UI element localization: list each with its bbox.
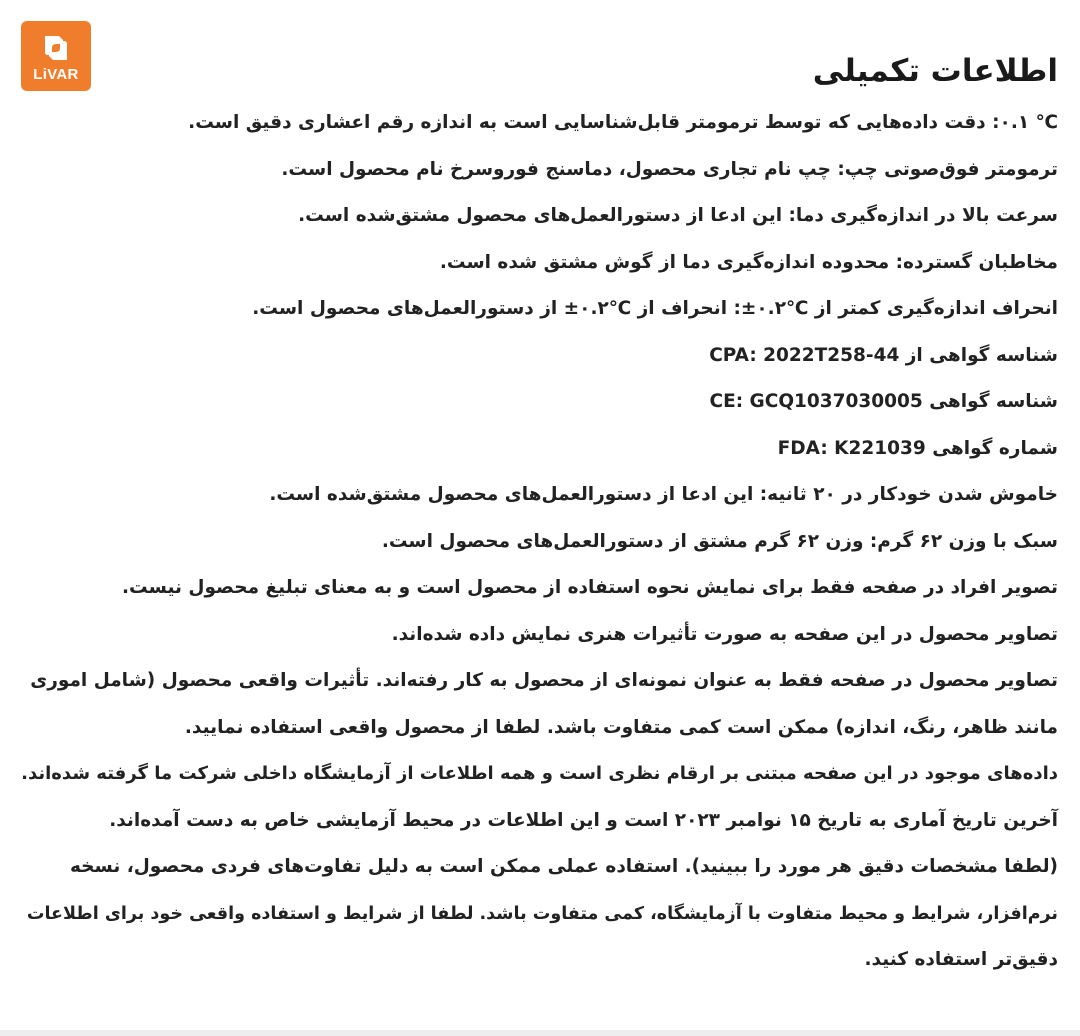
info-line: شناسه گواهی از CPA: 2022T258-44: [709, 344, 1058, 366]
info-line: مخاطبان گسترده: محدوده اندازه‌گیری دما از گوش مشتق شده است.: [439, 251, 1058, 273]
info-line: خاموش شدن خودکار در ۲۰ ثانیه: این ادعا از دستورالعمل‌های محصول مشتق‌شده است.: [269, 484, 1058, 505]
info-line: تصاویر محصول در صفحه فقط به عنوان نمونه‌ای از محصول به کار رفته‌اند. تأثیرات واقعی محصول (شامل اموری: [30, 670, 1058, 691]
info-line: شماره گواهی FDA: K221039: [777, 437, 1058, 459]
info-line: دقیق‌تر استفاده کنید.: [864, 949, 1058, 970]
livar-logo-text: LiVAR: [33, 66, 79, 83]
info-line: (لطفا مشخصات دقیق هر مورد را ببینید). استفاده عملی ممکن است به دلیل تفاوت‌های فردی محصول، نسخه: [69, 856, 1058, 877]
info-line: شناسه گواهی CE: GCQ1037030005: [709, 391, 1058, 412]
bottom-divider: [0, 1030, 1080, 1036]
section-title: اطلاعات تکمیلی: [812, 53, 1058, 89]
additional-info-section: [10, 42, 1058, 984]
info-line: تصویر افراد در صفحه فقط برای نمایش نحوه استفاده از محصول است و به معنای تبلیغ محصول نیست.: [122, 577, 1058, 598]
info-line: انحراف اندازه‌گیری کمتر از ℃۰.۲±: انحراف از ℃۰.۲± از دستورالعمل‌های محصول است.: [252, 298, 1058, 319]
info-line: سرعت بالا در اندازه‌گیری دما: این ادعا از دستورالعمل‌های محصول مشتق‌شده است.: [298, 205, 1058, 226]
info-line: آخرین تاریخ آماری به تاریخ ۱۵ نوامبر ۲۰۲۳ است و این اطلاعات در محیط آزمایشی خاص به دست آمده‌اند.: [109, 809, 1058, 831]
info-line: تصاویر محصول در این صفحه به صورت تأثیرات هنری نمایش داده شده‌اند.: [391, 623, 1058, 645]
info-line: ℃ ۰.۱: دقت داده‌هایی که توسط ترمومتر قابل‌شناسایی است به اندازه رقم اعشاری دقیق است.: [188, 112, 1058, 133]
info-line: مانند ظاهر، رنگ، اندازه) ممکن است کمی متفاوت باشد. لطفا از محصول واقعی استفاده نمایید.: [184, 716, 1058, 738]
info-line: ترمومتر فوق‌صوتی چپ: چپ نام تجاری محصول، دماسنج فوروسرخ نام محصول است.: [281, 158, 1058, 180]
info-line: نرم‌افزار، شرایط و محیط متفاوت با آزمایشگاه، کمی متفاوت باشد. لطفا از شرایط و استفاده واقعی خود برای اطلاعات: [26, 903, 1058, 924]
info-line: داده‌های موجود در این صفحه مبتنی بر ارقام نظری است و همه اطلاعات از آزمایشگاه داخلی شرکت ما گرفته شده‌اند.: [21, 763, 1058, 784]
info-line: سبک با وزن ۶۲ گرم: وزن ۶۲ گرم مشتق از دستورالعمل‌های محصول است.: [381, 530, 1058, 552]
